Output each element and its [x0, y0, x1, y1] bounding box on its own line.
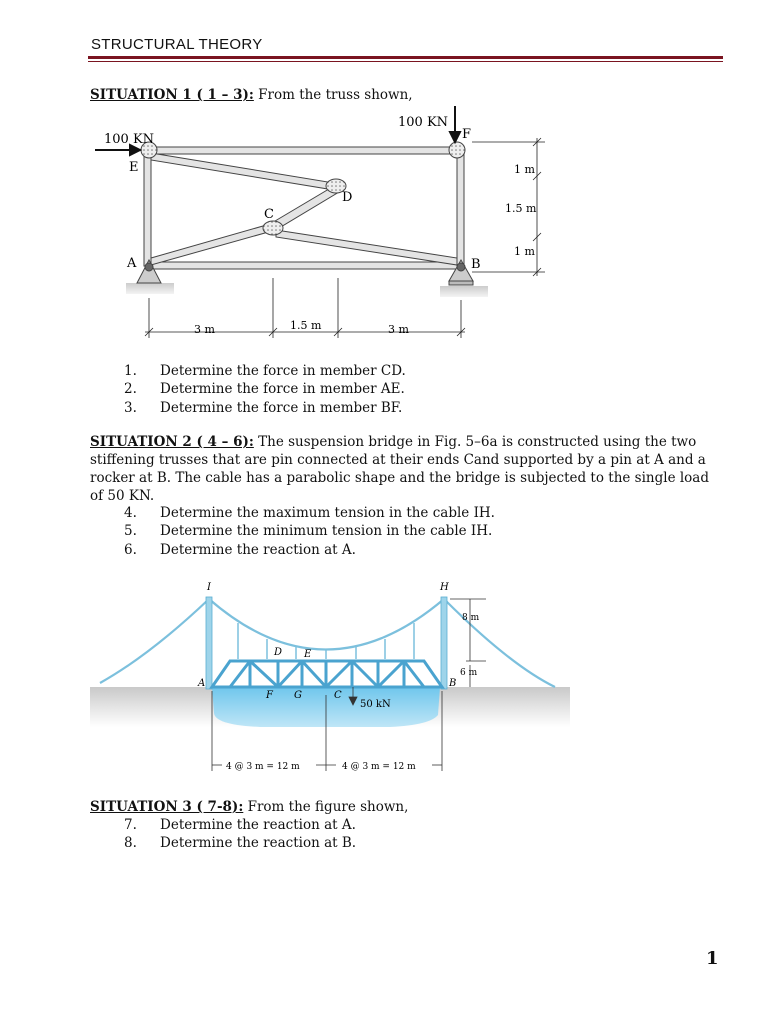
stiffening-trusses — [212, 661, 442, 687]
situation-2-intro — [90, 433, 722, 505]
load-left-label: 100 KN — [104, 132, 155, 147]
page-number: 1 — [706, 948, 719, 969]
label-A: A — [127, 256, 137, 271]
label-C: C — [264, 207, 274, 222]
dim-right-2: 1.5 m — [505, 202, 537, 215]
bridge-label-I: I — [207, 582, 211, 593]
bridge-label-C: C — [334, 690, 342, 701]
situation-1-text: From the truss shown, — [253, 87, 413, 103]
bridge-label-F: F — [266, 690, 273, 701]
load-top-label: 100 KN — [398, 115, 449, 130]
situation-2-text: The suspension bridge in Fig. 5–6a is constructed using the two stiffening trusses that are pin connected at their ends Cand supported by a pin at A and a rocker at B. The cable has a parabolic shape and the bridge is subjected to the single load of 50 KN. — [90, 434, 709, 504]
situation-2-questions — [124, 504, 684, 560]
label-F: F — [462, 127, 472, 142]
situation-3-text: From the figure shown, — [243, 799, 409, 815]
bridge-label-G: G — [294, 690, 302, 701]
bridge-label-E: E — [304, 649, 312, 660]
bridge-label-D: D — [274, 647, 283, 658]
label-E: E — [129, 160, 139, 175]
situation-1-lead: SITUATION 1 ( 1 – 3): — [90, 87, 254, 103]
bridge-label-A: A — [198, 678, 206, 689]
question-item: 2. Determine the force in member AE. — [124, 381, 405, 397]
question-item: 7. Determine the reaction at A. — [124, 817, 356, 833]
situation-3-questions — [124, 816, 684, 854]
situation-3-lead: SITUATION 3 ( 7-8): — [90, 799, 244, 815]
header-rule-thick — [88, 56, 723, 59]
situation-2-lead: SITUATION 2 ( 4 – 6): — [90, 434, 254, 450]
dim-right-1: 1 m — [514, 163, 535, 176]
bridge-label-H: H — [440, 582, 449, 593]
joint-C — [263, 221, 283, 235]
bridge-span-right: 4 @ 3 m = 12 m — [342, 762, 416, 772]
suspension-bridge-figure — [90, 575, 570, 775]
bridge-dim-height: 6 m — [460, 668, 478, 678]
dim-bottom-2: 1.5 m — [290, 319, 322, 332]
truss-joints — [141, 142, 465, 235]
question-item: 3. Determine the force in member BF. — [124, 400, 403, 416]
page-header: STRUCTURAL THEORY — [91, 36, 263, 53]
question-item: 1. Determine the force in member CD. — [124, 363, 406, 379]
dim-bottom-1: 3 m — [194, 323, 215, 336]
label-B: B — [471, 257, 481, 272]
bridge-dim-sag: 8 m — [462, 613, 480, 623]
header-rule-thin — [88, 61, 723, 62]
question-item: 6. Determine the reaction at A. — [124, 542, 356, 558]
truss-figure — [90, 100, 560, 350]
situation-3-intro — [90, 798, 722, 816]
bridge-load-label: 50 kN — [360, 699, 391, 710]
situation-1-questions — [124, 362, 684, 418]
bridge-label-B: B — [449, 678, 457, 689]
question-item: 4. Determine the maximum tension in the cable IH. — [124, 505, 495, 521]
hangers — [238, 623, 414, 659]
dim-right-3: 1 m — [514, 245, 535, 258]
label-D: D — [342, 190, 353, 205]
question-item: 5. Determine the minimum tension in the cable IH. — [124, 523, 493, 539]
truss-members — [144, 147, 464, 269]
dim-bottom-3: 3 m — [388, 323, 409, 336]
joint-F — [449, 142, 465, 158]
bridge-span-left: 4 @ 3 m = 12 m — [226, 762, 300, 772]
question-item: 8. Determine the reaction at B. — [124, 835, 357, 851]
